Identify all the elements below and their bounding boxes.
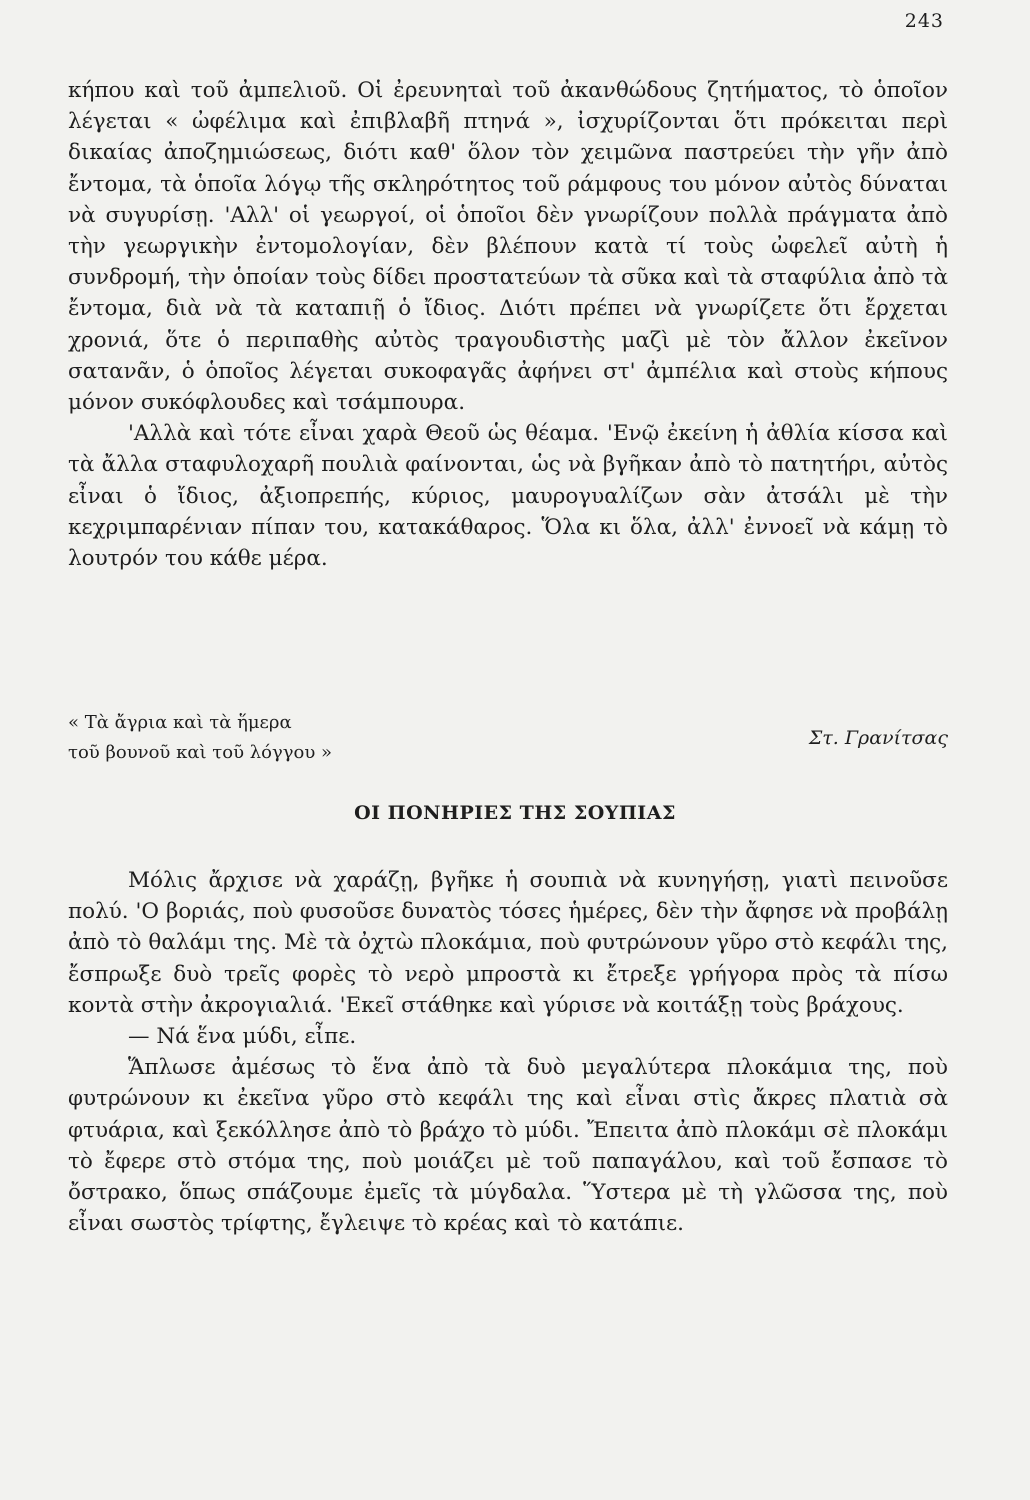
paragraph: Μόλις ἄρχισε νὰ χαράζῃ, βγῆκε ἡ σουπιὰ νὰ κυνηγήσῃ, γιατὶ πεινοῦσε πολύ. 'Ο βοριάς, ποὺ φυσοῦσε δυνατὸς τόσες ἡμέρες, δὲν τὴν ἄφησε νὰ προβάλῃ ἀπὸ τὸ θαλάμι της. Μὲ τὰ ὀχτὼ πλοκάμια, ποὺ φυτρώνουν γῦρο στὸ κεφάλι της, ἔσπρωξε δυὸ τρεῖς φορὲς τὸ νερὸ μπροστὰ κι ἔτρεξε γρήγορα πρὸς τὰ πίσω κοντὰ στὴν ἀκρογιαλιά. 'Εκεῖ στάθηκε καὶ γύρισε νὰ κοιτάξῃ τοὺς βράχους.	[68, 868, 948, 1018]
author-name: Στ. Γρανίτσας	[808, 727, 948, 749]
paragraph: κήπου καὶ τοῦ ἀμπελιοῦ. Οἱ ἐρευνηταὶ τοῦ ἀκανθώδους ζητήματος, τὸ ὁποῖον λέγεται « ὠφέλιμα καὶ ἐπιβλαβῆ πτηνά », ἰσχυρίζονται ὅτι πρόκειται περὶ δικαίας ἀποζημιώσεως, διότι καθ' ὅλον τὸν χειμῶνα παστρεύει τὴν γῆν ἀπὸ ἔντομα, τὰ ὁποῖα λόγῳ τῆς σκληρότητος τοῦ ράμφους του μόνον αὐτὸς δύναται νὰ συγυρίσῃ. 'Αλλ' οἱ γεωργοί, οἱ ὁποῖοι δὲν γνωρίζουν πολλὰ πράγματα ἀπὸ τὴν γεωργικὴν ἐντομολογίαν, δὲν βλέπουν κατὰ τί τοὺς ὠφελεῖ αὐτὴ ἡ συνδρομή, τὴν ὁποίαν τοὺς δίδει προστατεύων τὰ σῦκα καὶ τὰ σταφύλια ἀπὸ τὰ ἔντομα, διὰ νὰ τὰ καταπιῇ ὁ ἴδιος. Διότι πρέπει νὰ γνωρίζετε ὅτι ἔρχεται χρονιά, ὅτε ὁ περιπαθὴς αὐτὸς τραγουδιστὴς μαζὶ μὲ τὸν ἄλλον ἐκεῖνον σατανᾶν, ὁ ὁποῖος λέγεται συκοφαγᾶς ἀφήνει στ' ἀμπέλια καὶ στοὺς κήπους μόνον συκόφλουδες καὶ τσάμπουρα.	[68, 78, 948, 416]
story-text	[68, 865, 948, 1239]
citation-line-2: τοῦ βουνοῦ καὶ τοῦ λόγγου »	[68, 742, 333, 763]
section-title: ΟΙ ΠΟΝΗΡΙΕΣ ΤΗΣ ΣΟΥΠΙΑΣ	[354, 802, 676, 824]
paragraph: Ἅπλωσε ἀμέσως τὸ ἕνα ἀπὸ τὰ δυὸ μεγαλύτερα πλοκάμια της, ποὺ φυτρώνουν κι ἐκεῖνα γῦρο στὸ κεφάλι της καὶ εἶναι στὶς ἄκρες πλατιὰ σὰ φτυάρια, καὶ ξεκόλλησε ἀπὸ τὸ βράχο τὸ μύδι. Ἔπειτα ἀπὸ πλοκάμι σὲ πλοκάμι τὸ ἔφερε στὸ στόμα της, ποὺ μοιάζει μὲ τοῦ παπαγάλου, καὶ τοῦ ἔσπασε τὸ ὄστρακο, ὅπως σπάζουμε ἐμεῖς τὰ μύγδαλα. Ὕστερα μὲ τὴ γλῶσσα της, ποὺ εἶναι σωστὸς τρίφτης, ἔγλειψε τὸ κρέας καὶ τὸ κατάπιε.	[68, 1055, 948, 1237]
dialogue-line: — Νά ἕνα μύδι, εἶπε.	[128, 1024, 357, 1050]
essay-text	[68, 75, 948, 574]
page-number: 243	[904, 10, 944, 32]
paragraph: 'Αλλὰ καὶ τότε εἶναι χαρὰ Θεοῦ ὡς θέαμα. 'Ενῷ ἐκείνη ἡ ἀθλία κίσσα καὶ τὰ ἄλλα σταφυλοχαρῆ πουλιὰ φαίνονται, ὡς νὰ βγῆκαν ἀπὸ τὸ πατητήρι, αὐτὸς εἶναι ὁ ἴδιος, ἀξιοπρεπής, κύριος, μαυρογυαλίζων σὰν ἀτσάλι μὲ τὴν κεχριμπαρένιαν πίπαν του, κατακάθαρος. Ὅλα κι ὅλα, ἀλλ' ἐννοεῖ νὰ κάμῃ τὸ λουτρόν του κάθε μέρα.	[68, 421, 948, 572]
citation-line-1: « Τὰ ἄγρια καὶ τὰ ἥμερα	[68, 712, 292, 733]
